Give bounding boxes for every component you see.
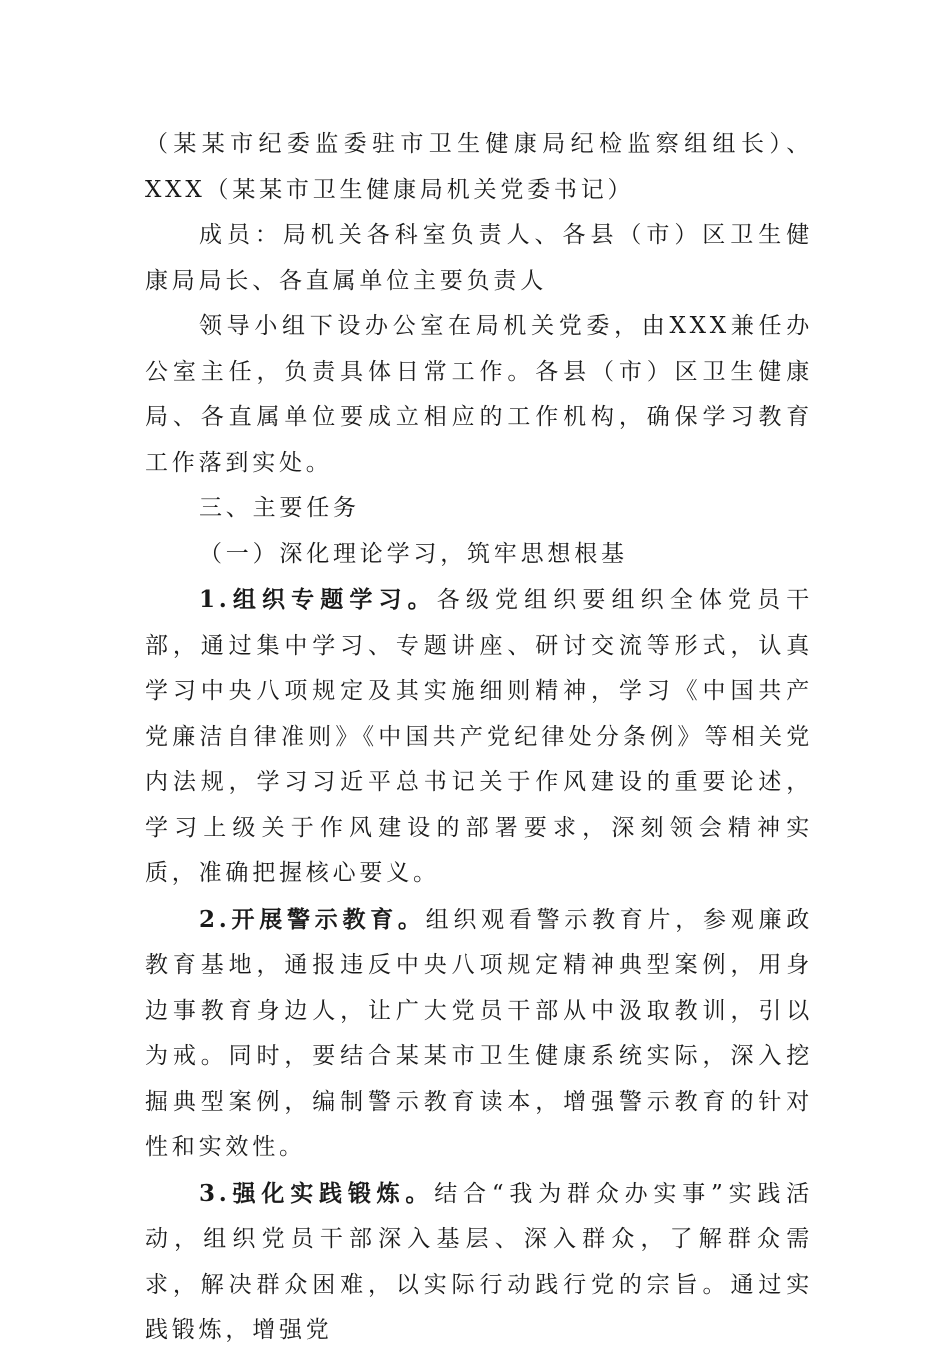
paragraph-item-1 [145,577,813,897]
document-body [145,122,813,1354]
paragraph-members: 成员：局机关各科室负责人、各县（市）区卫生健康局局长、各直属单位主要负责人 [145,222,813,294]
item-1-body: 各级党组织要组织全体党员干部，通过集中学习、专题讲座、研讨交流等形式，认真学习中央八项规定及其实施细则精神，学习《中国共产党廉洁自律准则》《中国共产党纪律处分条例》等相关党内法规，学习习近平总书记关于作风建设的重要论述，学习上级关于作风建设的部署要求，深刻领会精神实质，准确把握核心要义。 [145,587,813,886]
item-3-title: 3.强化实践锻炼。 [199,1179,435,1207]
item-3-body: 结合“我为群众办实事”实践活动，组织党员干部深入基层、深入群众，了解群众需求，解决群众困难，以实际行动践行党的宗旨。通过实践锻炼，增强党 [145,1180,814,1343]
item-2-body: 组织观看警示教育片，参观廉政教育基地，通报违反中央八项规定精神典型案例，用身边事教育身边人，让广大党员干部从中汲取教训，引以为戒。同时，要结合某某市卫生健康系统实际，深入挖掘典型案例，编制警示教育读本，增强警示教育的针对性和实效性。 [145,906,813,1160]
subsection-heading: （一）深化理论学习，筑牢思想根基 [199,540,628,567]
paragraph-item-3 [145,1171,813,1354]
paragraph-leadership-members: （某某市纪委监委驻市卫生健康局纪检监察组组长）、XXX（某某市卫生健康局机关党委书记） [145,131,813,203]
section-heading: 三、主要任务 [199,495,360,521]
item-2-title: 2.开展警示教育。 [199,905,426,933]
item-1-title: 1.组织专题学习。 [199,586,437,613]
paragraph-item-2 [145,897,813,1171]
paragraph-office: 领导小组下设办公室在局机关党委，由XXX兼任办公室主任，负责具体日常工作。各县（市）区卫生健康局、各直属单位要成立相应的工作机构，确保学习教育工作落到实处。 [145,313,813,476]
